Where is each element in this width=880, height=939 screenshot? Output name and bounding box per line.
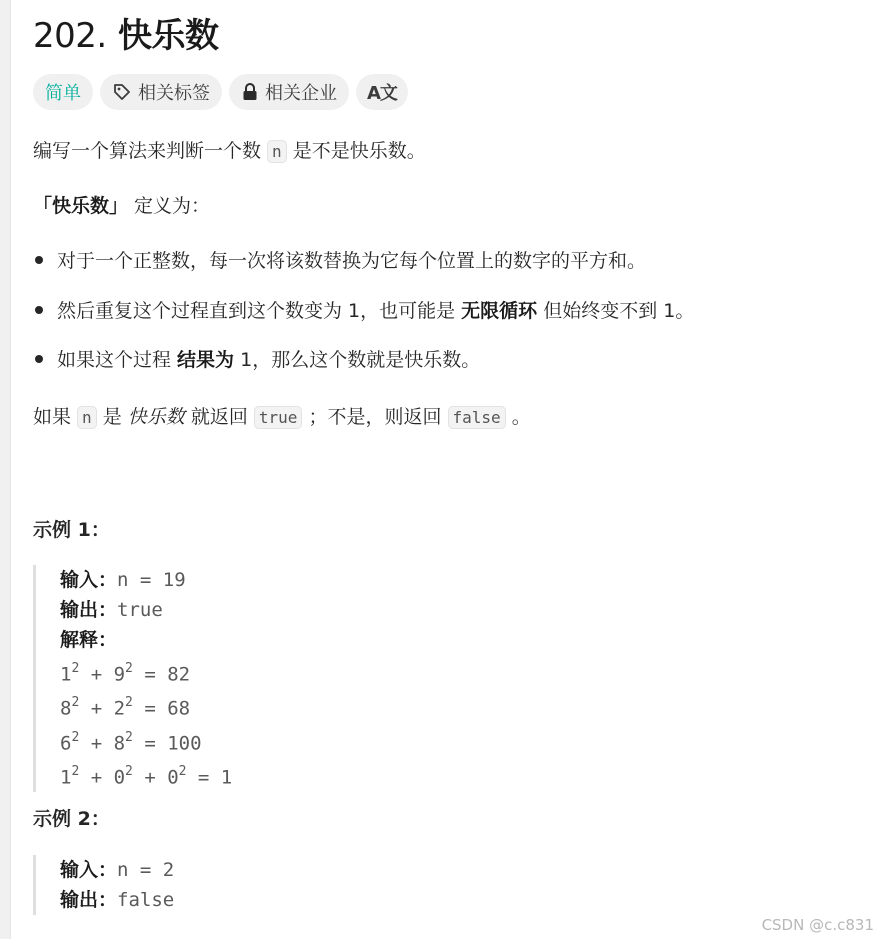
related-tags-label: 相关标签	[138, 83, 210, 104]
return-text-d: ；不是，则返回	[302, 406, 448, 428]
bullet-dot	[35, 256, 43, 264]
intro-paragraph	[33, 137, 426, 166]
problem-number: 202.	[33, 16, 107, 56]
bullet-3-text-b: 1，那么这个数就是快乐数。	[234, 349, 481, 371]
related-tags-button[interactable]	[100, 74, 222, 110]
problem-title	[33, 8, 219, 57]
explanation-line-4: $1^2 + 0^2 + 0^2 = 1$	[60, 763, 233, 789]
output-value: false	[117, 889, 175, 911]
inline-code-n: n	[267, 140, 287, 163]
inline-code-true: true	[254, 406, 303, 429]
return-paragraph	[33, 403, 531, 432]
example-1-title: 示例 1：	[33, 519, 110, 541]
bullet-2-text-a: 然后重复这个过程直到这个数变为 1，也可能是	[57, 300, 462, 322]
tag-icon	[112, 82, 132, 102]
related-companies-label: 相关企业	[265, 83, 337, 104]
return-text-a: 如果	[33, 406, 78, 428]
return-text-e: 。	[505, 406, 531, 428]
definition-term: 「快乐数」	[33, 195, 129, 217]
bullet-item-2	[35, 297, 694, 325]
input-value: n = 19	[117, 569, 186, 591]
output-label: 输出：	[60, 599, 118, 621]
example-1-explanation-label	[60, 625, 232, 655]
translate-button[interactable]	[356, 74, 408, 110]
bullet-3-bold: 结果为	[177, 349, 235, 371]
difficulty-label: 简单	[45, 83, 81, 104]
bullet-3-text-a: 如果这个过程	[57, 349, 178, 371]
left-panel-edge	[0, 0, 11, 939]
output-value: true	[117, 599, 163, 621]
intro-text-a: 编写一个算法来判断一个数	[33, 140, 268, 162]
output-label: 输出：	[60, 889, 118, 911]
inline-code-n: n	[77, 406, 97, 429]
return-text-b: 是	[96, 406, 128, 428]
bullet-item-1	[35, 247, 646, 275]
related-companies-button[interactable]	[229, 74, 349, 110]
explanation-line-1: $1^2 + 9^2 = 82$	[60, 661, 191, 686]
difficulty-badge[interactable]	[33, 74, 93, 110]
bullet-1-text: 对于一个正整数，每一次将该数替换为它每个位置上的数字的平方和。	[57, 250, 647, 272]
example-1-output	[60, 595, 232, 625]
explanation-line-2: $8^2 + 2^2 = 68$	[60, 695, 191, 720]
example-1-input	[60, 565, 232, 595]
bullet-dot	[35, 306, 43, 314]
problem-name: 快乐数	[118, 16, 219, 56]
input-value: n = 2	[117, 859, 175, 881]
example-2-block	[33, 855, 174, 915]
example-2-title: 示例 2：	[33, 808, 110, 830]
input-label: 输入：	[60, 569, 118, 591]
bullet-dot	[35, 355, 43, 363]
explanation-label: 解释：	[60, 629, 118, 651]
example-1-block	[33, 565, 232, 792]
explanation-line-3: $6^2 + 8^2 = 100$	[60, 729, 202, 754]
bullet-2-text-b: 但始终变不到 1。	[537, 300, 695, 322]
example-2-input	[60, 855, 174, 885]
tag-bar	[33, 74, 408, 110]
input-label: 输入：	[60, 859, 118, 881]
intro-text-b: 是不是快乐数。	[286, 140, 426, 162]
watermark: CSDN @c.c831	[761, 916, 874, 934]
definition-text: 定义为：	[128, 195, 211, 217]
return-italic: 快乐数	[127, 406, 185, 428]
lock-icon	[241, 82, 259, 102]
return-text-c: 就返回	[184, 406, 254, 428]
bullet-item-3	[35, 346, 480, 374]
definition-paragraph	[33, 192, 210, 220]
example-2-output	[60, 885, 174, 915]
bullet-2-bold: 无限循环	[461, 300, 538, 322]
inline-code-false: false	[448, 406, 506, 429]
translate-icon: A文	[367, 83, 397, 104]
